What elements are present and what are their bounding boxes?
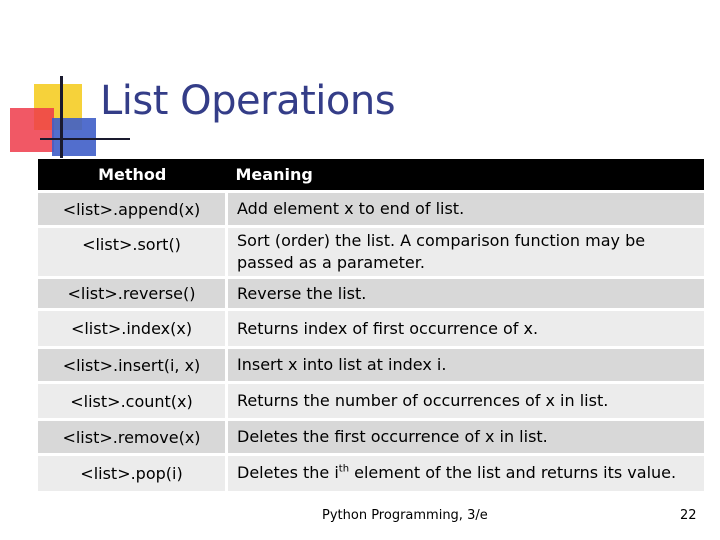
method-cell: <list>.index(x) bbox=[38, 310, 227, 348]
slide-title: List Operations bbox=[100, 78, 396, 124]
header-meaning: Meaning bbox=[227, 159, 705, 192]
meaning-cell: Sort (order) the list. A comparison function may be passed as a parameter. bbox=[227, 227, 705, 278]
decor-blue-square bbox=[52, 118, 96, 156]
footer-text: Python Programming, 3/e bbox=[322, 508, 488, 523]
method-cell: <list>.reverse() bbox=[38, 278, 227, 310]
decor-horizontal-line bbox=[40, 138, 130, 140]
method-cell: <list>.remove(x) bbox=[38, 420, 227, 455]
method-cell: <list>.pop(i) bbox=[38, 455, 227, 491]
method-cell: <list>.count(x) bbox=[38, 383, 227, 420]
table-row bbox=[38, 227, 704, 278]
table-row bbox=[38, 455, 704, 491]
meaning-text-after: element of the list and returns its value. bbox=[349, 463, 677, 483]
header-method: Method bbox=[38, 159, 227, 192]
meaning-cell: Insert x into list at index i. bbox=[227, 348, 705, 383]
table-header-row bbox=[38, 159, 704, 192]
method-cell: <list>.sort() bbox=[38, 227, 227, 278]
table-row bbox=[38, 278, 704, 310]
meaning-cell: Reverse the list. bbox=[227, 278, 705, 310]
meaning-text-before: Deletes the i bbox=[237, 463, 339, 483]
method-cell: <list>.append(x) bbox=[38, 192, 227, 227]
meaning-superscript: th bbox=[338, 463, 350, 475]
operations-table bbox=[38, 159, 704, 491]
meaning-cell: Returns the number of occurrences of x in list. bbox=[227, 383, 705, 420]
meaning-cell: Returns index of first occurrence of x. bbox=[227, 310, 705, 348]
table-row bbox=[38, 192, 704, 227]
table-row bbox=[38, 383, 704, 420]
table-row bbox=[38, 348, 704, 383]
decor-red-square bbox=[10, 108, 54, 152]
meaning-cell: Deletes the first occurrence of x in list. bbox=[227, 420, 705, 455]
page-number: 22 bbox=[680, 508, 697, 523]
meaning-cell bbox=[227, 455, 705, 491]
table-row bbox=[38, 420, 704, 455]
table-row bbox=[38, 310, 704, 348]
method-cell: <list>.insert(i, x) bbox=[38, 348, 227, 383]
decor-vertical-line bbox=[60, 76, 63, 158]
meaning-cell: Add element x to end of list. bbox=[227, 192, 705, 227]
